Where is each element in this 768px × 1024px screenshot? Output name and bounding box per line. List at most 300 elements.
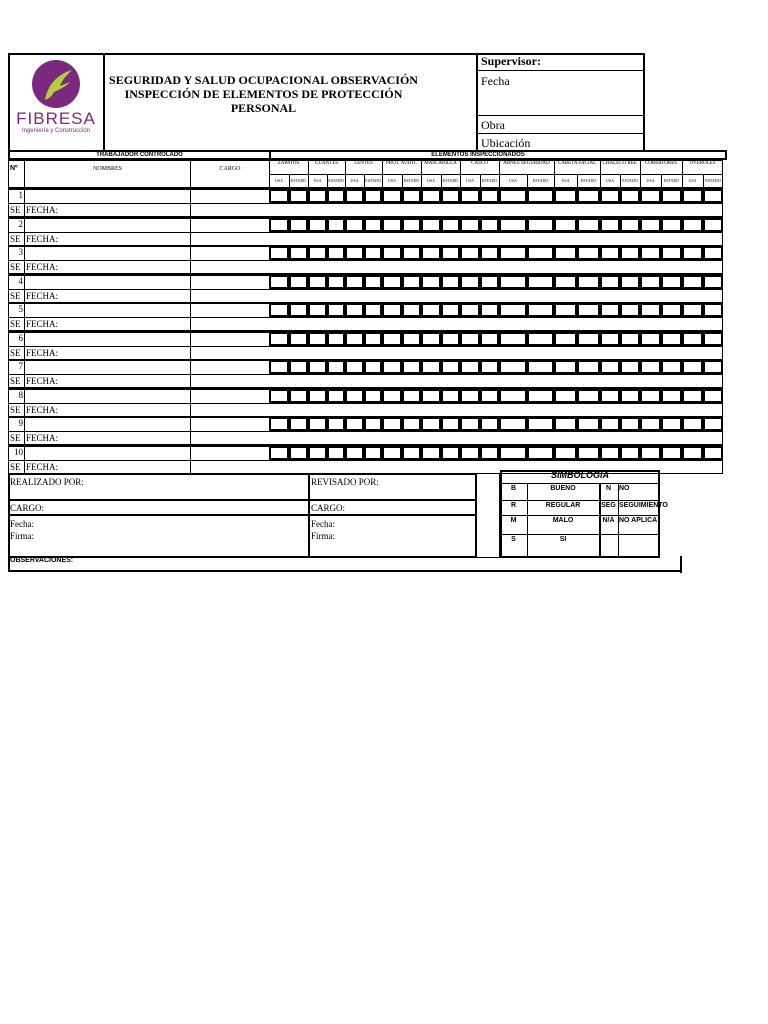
inspection-checkbox[interactable] xyxy=(661,303,682,317)
inspection-checkbox[interactable] xyxy=(441,189,460,203)
inspection-checkbox[interactable] xyxy=(600,389,620,403)
inspection-checkbox[interactable] xyxy=(554,360,577,374)
inspection-checkbox[interactable] xyxy=(703,303,723,317)
inspection-checkbox[interactable] xyxy=(640,218,661,232)
inspection-checkbox[interactable] xyxy=(682,332,703,346)
legend-meaning: REGULAR xyxy=(545,502,581,509)
inspection-checkbox[interactable] xyxy=(441,303,460,317)
row-seg: SE xyxy=(10,433,21,443)
inspection-checkbox[interactable] xyxy=(364,218,382,232)
legend-code2: N xyxy=(605,485,612,492)
row-fecha[interactable]: FECHA: xyxy=(26,433,59,443)
inspection-checkbox[interactable] xyxy=(269,189,289,203)
inspection-checkbox[interactable] xyxy=(600,417,620,431)
inspection-checkbox[interactable] xyxy=(661,275,682,289)
inspection-checkbox[interactable] xyxy=(421,446,441,460)
inspection-checkbox[interactable] xyxy=(269,360,289,374)
inspection-checkbox[interactable] xyxy=(554,332,577,346)
inspection-checkbox[interactable] xyxy=(289,446,308,460)
inspection-checkbox[interactable] xyxy=(402,360,421,374)
row-fecha[interactable]: FECHA: xyxy=(26,319,59,329)
inspection-checkbox[interactable] xyxy=(499,417,527,431)
inspection-checkbox[interactable] xyxy=(460,332,480,346)
row-fecha[interactable]: FECHA: xyxy=(26,262,59,272)
inspection-checkbox[interactable] xyxy=(382,360,402,374)
inspection-checkbox[interactable] xyxy=(327,332,345,346)
inspection-checkbox[interactable] xyxy=(345,275,364,289)
inspection-checkbox[interactable] xyxy=(577,303,600,317)
inspection-checkbox[interactable] xyxy=(402,246,421,260)
row-number: 8 xyxy=(18,389,23,400)
inspection-checkbox[interactable] xyxy=(460,246,480,260)
inspection-checkbox[interactable] xyxy=(327,303,345,317)
inspection-checkbox[interactable] xyxy=(269,275,289,289)
state-subheader: ESTADO xyxy=(580,178,597,183)
inspection-checkbox[interactable] xyxy=(421,189,441,203)
inspection-checkbox[interactable] xyxy=(460,275,480,289)
inspection-checkbox[interactable] xyxy=(421,303,441,317)
inspection-checkbox[interactable] xyxy=(640,417,661,431)
inspection-checkbox[interactable] xyxy=(382,446,402,460)
inspection-checkbox[interactable] xyxy=(460,446,480,460)
state-subheader: ESTADO xyxy=(403,178,420,183)
col-cargo: CARGO xyxy=(219,166,241,172)
element-label: CASCO xyxy=(471,161,488,166)
inspection-checkbox[interactable] xyxy=(527,218,554,232)
inspection-checkbox[interactable] xyxy=(554,303,577,317)
inspection-checkbox[interactable] xyxy=(441,332,460,346)
legend-meaning2: SEGUIMIENTO xyxy=(619,502,668,509)
inspection-checkbox[interactable] xyxy=(577,360,600,374)
inspection-checkbox[interactable] xyxy=(421,417,441,431)
row-fecha[interactable]: FECHA: xyxy=(26,205,59,215)
legend-meaning: MALO xyxy=(552,517,574,524)
inspection-checkbox[interactable] xyxy=(327,275,345,289)
inspection-checkbox[interactable] xyxy=(460,189,480,203)
inspection-checkbox[interactable] xyxy=(441,360,460,374)
inspection-checkbox[interactable] xyxy=(345,332,364,346)
inspection-checkbox[interactable] xyxy=(327,389,345,403)
row-seg: SE xyxy=(10,347,21,358)
inspection-checkbox[interactable] xyxy=(620,360,640,374)
inspection-checkbox[interactable] xyxy=(460,360,480,374)
inspection-checkbox[interactable] xyxy=(269,218,289,232)
inspection-checkbox[interactable] xyxy=(327,189,345,203)
row-number: 1 xyxy=(18,190,23,200)
inspection-checkbox[interactable] xyxy=(308,332,327,346)
legend-code: B xyxy=(510,485,517,492)
inspection-checkbox[interactable] xyxy=(345,218,364,232)
inspection-checkbox[interactable] xyxy=(382,303,402,317)
element-label: CHALECO REF. xyxy=(602,161,638,166)
inspection-checkbox[interactable] xyxy=(421,275,441,289)
inspection-checkbox[interactable] xyxy=(289,189,308,203)
inspection-checkbox[interactable] xyxy=(421,218,441,232)
inspection-checkbox[interactable] xyxy=(620,389,640,403)
inspection-checkbox[interactable] xyxy=(527,246,554,260)
inspection-checkbox[interactable] xyxy=(421,246,441,260)
inspection-checkbox[interactable] xyxy=(527,332,554,346)
inspection-checkbox[interactable] xyxy=(554,189,577,203)
inspection-checkbox[interactable] xyxy=(402,332,421,346)
inspection-checkbox[interactable] xyxy=(364,417,382,431)
inspection-checkbox[interactable] xyxy=(577,218,600,232)
inspection-checkbox[interactable] xyxy=(441,246,460,260)
row-number: 4 xyxy=(18,275,23,286)
legend-meaning2: NO APLICA xyxy=(619,517,658,524)
inspection-checkbox[interactable] xyxy=(269,389,289,403)
inspection-checkbox[interactable] xyxy=(554,275,577,289)
element-label: GUANTES xyxy=(314,161,339,166)
inspection-checkbox[interactable] xyxy=(527,360,554,374)
inspection-checkbox[interactable] xyxy=(308,218,327,232)
inspection-checkbox[interactable] xyxy=(308,189,327,203)
inspection-checkbox[interactable] xyxy=(640,332,661,346)
inspection-checkbox[interactable] xyxy=(480,417,499,431)
inspection-checkbox[interactable] xyxy=(577,417,600,431)
state-subheader: ESTADO xyxy=(705,178,721,183)
inspection-checkbox[interactable] xyxy=(640,303,661,317)
inspection-checkbox[interactable] xyxy=(682,246,703,260)
row-seg: SE xyxy=(10,376,21,386)
cargo1-label: CARGO: xyxy=(10,503,45,513)
inspection-checkbox[interactable] xyxy=(327,218,345,232)
legend-code: S xyxy=(511,536,516,543)
realizado-label: REALIZADO POR: xyxy=(10,477,84,487)
inspection-checkbox[interactable] xyxy=(661,360,682,374)
inspection-checkbox[interactable] xyxy=(421,332,441,346)
inspection-checkbox[interactable] xyxy=(289,275,308,289)
row-number: 6 xyxy=(18,332,23,343)
inspection-checkbox[interactable] xyxy=(499,189,527,203)
inspection-checkbox[interactable] xyxy=(364,446,382,460)
inspection-checkbox[interactable] xyxy=(460,417,480,431)
inspection-checkbox[interactable] xyxy=(661,446,682,460)
fecha-label: Fecha xyxy=(481,74,510,88)
legend-meaning: BUENO xyxy=(550,485,576,492)
inspection-checkbox[interactable] xyxy=(640,189,661,203)
inspection-checkbox[interactable] xyxy=(289,360,308,374)
inspection-checkbox[interactable] xyxy=(620,275,640,289)
inspection-checkbox[interactable] xyxy=(527,389,554,403)
inspection-checkbox[interactable] xyxy=(480,446,499,460)
inspection-checkbox[interactable] xyxy=(327,417,345,431)
use-subheader: USA xyxy=(688,178,697,183)
element-label: OVEROLES xyxy=(689,161,716,166)
row-number: 5 xyxy=(18,304,23,314)
inspection-checkbox[interactable] xyxy=(269,417,289,431)
legend-frame xyxy=(477,473,500,558)
row-seg: SE xyxy=(10,404,21,415)
inspection-checkbox[interactable] xyxy=(499,303,527,317)
inspection-checkbox[interactable] xyxy=(308,417,327,431)
inspection-checkbox[interactable] xyxy=(499,246,527,260)
firma2-label: Firma: xyxy=(311,531,335,541)
element-label: CARETA FACIAL xyxy=(557,161,597,166)
row-fecha[interactable]: FECHA: xyxy=(26,347,59,358)
inspection-checkbox[interactable] xyxy=(577,275,600,289)
inspection-checkbox[interactable] xyxy=(308,389,327,403)
inspection-checkbox[interactable] xyxy=(421,389,441,403)
inspection-checkbox[interactable] xyxy=(382,218,402,232)
inspection-checkbox[interactable] xyxy=(480,189,499,203)
inspection-checkbox[interactable] xyxy=(421,360,441,374)
row-number: 9 xyxy=(18,418,23,428)
inspection-checkbox[interactable] xyxy=(308,446,327,460)
inspection-checkbox[interactable] xyxy=(600,189,620,203)
row-seg: SE xyxy=(10,233,21,244)
inspection-checkbox[interactable] xyxy=(460,218,480,232)
inspection-checkbox[interactable] xyxy=(554,389,577,403)
inspection-checkbox[interactable] xyxy=(703,332,723,346)
state-subheader: ESTADO xyxy=(328,178,344,183)
inspection-checkbox[interactable] xyxy=(577,189,600,203)
inspection-checkbox[interactable] xyxy=(382,189,402,203)
inspection-checkbox[interactable] xyxy=(682,218,703,232)
inspection-checkbox[interactable] xyxy=(527,417,554,431)
inspection-checkbox[interactable] xyxy=(441,417,460,431)
inspection-checkbox[interactable] xyxy=(661,218,682,232)
revisado-label: REVISADO POR: xyxy=(311,477,379,487)
inspection-checkbox[interactable] xyxy=(480,275,499,289)
inspection-checkbox[interactable] xyxy=(269,446,289,460)
inspection-checkbox[interactable] xyxy=(327,360,345,374)
inspection-checkbox[interactable] xyxy=(577,246,600,260)
inspection-checkbox[interactable] xyxy=(269,332,289,346)
use-subheader: USA xyxy=(646,178,655,183)
inspection-checkbox[interactable] xyxy=(480,360,499,374)
inspection-checkbox[interactable] xyxy=(402,218,421,232)
inspection-checkbox[interactable] xyxy=(345,389,364,403)
inspection-checkbox[interactable] xyxy=(402,189,421,203)
use-subheader: USA xyxy=(508,178,517,183)
inspection-checkbox[interactable] xyxy=(703,246,723,260)
inspection-checkbox[interactable] xyxy=(345,303,364,317)
row-seg: SE xyxy=(10,319,21,329)
inspection-checkbox[interactable] xyxy=(499,389,527,403)
inspection-checkbox[interactable] xyxy=(682,446,703,460)
inspection-checkbox[interactable] xyxy=(600,275,620,289)
row-number: 3 xyxy=(18,247,23,257)
inspection-checkbox[interactable] xyxy=(682,389,703,403)
inspection-checkbox[interactable] xyxy=(308,246,327,260)
inspection-checkbox[interactable] xyxy=(289,332,308,346)
state-subheader: ESTADO xyxy=(532,178,549,183)
use-subheader: USA xyxy=(465,178,474,183)
inspection-checkbox[interactable] xyxy=(402,389,421,403)
inspection-checkbox[interactable] xyxy=(600,360,620,374)
inspection-checkbox[interactable] xyxy=(554,446,577,460)
inspection-checkbox[interactable] xyxy=(620,189,640,203)
use-subheader: USA xyxy=(274,178,283,183)
element-label: COBERTORES xyxy=(644,161,678,166)
inspection-checkbox[interactable] xyxy=(345,446,364,460)
inspection-checkbox[interactable] xyxy=(364,275,382,289)
inspection-checkbox[interactable] xyxy=(661,246,682,260)
inspection-checkbox[interactable] xyxy=(480,303,499,317)
inspection-checkbox[interactable] xyxy=(600,332,620,346)
inspection-checkbox[interactable] xyxy=(460,389,480,403)
inspection-checkbox[interactable] xyxy=(402,275,421,289)
inspection-checkbox[interactable] xyxy=(577,332,600,346)
row-fecha[interactable]: FECHA: xyxy=(26,376,59,386)
inspection-checkbox[interactable] xyxy=(620,246,640,260)
row-fecha[interactable]: FECHA: xyxy=(26,404,59,415)
inspection-checkbox[interactable] xyxy=(554,417,577,431)
inspection-checkbox[interactable] xyxy=(499,275,527,289)
row-fecha[interactable]: FECHA: xyxy=(26,233,59,244)
elements-section-title: ELEMENTOS INSPECCIONADOS xyxy=(431,152,525,158)
legend-meaning: SI xyxy=(559,536,567,543)
inspection-checkbox[interactable] xyxy=(289,218,308,232)
inspection-checkbox[interactable] xyxy=(620,303,640,317)
use-subheader: USA xyxy=(387,178,396,183)
observations-box xyxy=(8,556,682,572)
inspection-checkbox[interactable] xyxy=(527,189,554,203)
inspection-checkbox[interactable] xyxy=(600,246,620,260)
inspection-checkbox[interactable] xyxy=(527,303,554,317)
inspection-checkbox[interactable] xyxy=(345,189,364,203)
inspection-checkbox[interactable] xyxy=(703,360,723,374)
inspection-checkbox[interactable] xyxy=(364,246,382,260)
inspection-checkbox[interactable] xyxy=(308,303,327,317)
inspection-checkbox[interactable] xyxy=(499,332,527,346)
inspection-checkbox[interactable] xyxy=(402,417,421,431)
inspection-checkbox[interactable] xyxy=(600,218,620,232)
inspection-checkbox[interactable] xyxy=(441,275,460,289)
inspection-checkbox[interactable] xyxy=(382,275,402,289)
state-subheader: ESTADO xyxy=(365,178,381,183)
obra-label: Obra xyxy=(481,118,505,132)
inspection-checkbox[interactable] xyxy=(289,417,308,431)
inspection-checkbox[interactable] xyxy=(554,246,577,260)
inspection-checkbox[interactable] xyxy=(499,218,527,232)
inspection-checkbox[interactable] xyxy=(554,218,577,232)
inspection-checkbox[interactable] xyxy=(364,332,382,346)
row-number: 7 xyxy=(18,361,23,371)
inspection-checkbox[interactable] xyxy=(308,275,327,289)
inspection-checkbox[interactable] xyxy=(269,303,289,317)
inspection-checkbox[interactable] xyxy=(327,446,345,460)
legend-code2: SEG xyxy=(601,502,616,509)
supervisor-label: Supervisor: xyxy=(481,54,541,68)
inspection-checkbox[interactable] xyxy=(620,332,640,346)
inspection-checkbox[interactable] xyxy=(682,303,703,317)
inspection-checkbox[interactable] xyxy=(289,303,308,317)
legend-code: R xyxy=(510,502,517,509)
inspection-checkbox[interactable] xyxy=(640,275,661,289)
inspection-checkbox[interactable] xyxy=(703,417,723,431)
inspection-checkbox[interactable] xyxy=(441,446,460,460)
inspection-checkbox[interactable] xyxy=(289,246,308,260)
inspection-checkbox[interactable] xyxy=(600,303,620,317)
inspection-checkbox[interactable] xyxy=(703,189,723,203)
inspection-checkbox[interactable] xyxy=(703,218,723,232)
inspection-checkbox[interactable] xyxy=(345,417,364,431)
inspection-checkbox[interactable] xyxy=(661,389,682,403)
inspection-checkbox[interactable] xyxy=(703,275,723,289)
inspection-checkbox[interactable] xyxy=(382,246,402,260)
inspection-checkbox[interactable] xyxy=(527,275,554,289)
inspection-checkbox[interactable] xyxy=(682,417,703,431)
inspection-checkbox[interactable] xyxy=(661,332,682,346)
inspection-checkbox[interactable] xyxy=(640,246,661,260)
col-names: NOMBRES xyxy=(92,166,122,172)
inspection-checkbox[interactable] xyxy=(703,446,723,460)
use-subheader: USA xyxy=(313,178,322,183)
element-label: MASCARILLA xyxy=(424,161,457,166)
inspection-checkbox[interactable] xyxy=(327,246,345,260)
inspection-checkbox[interactable] xyxy=(402,303,421,317)
inspection-checkbox[interactable] xyxy=(661,417,682,431)
row-seg: SE xyxy=(10,461,21,472)
logo-tagline: Ingeniería y Construcción xyxy=(21,128,91,134)
worker-section-title: TRABAJADOR CONTROLADO xyxy=(96,152,183,158)
inspection-checkbox[interactable] xyxy=(527,446,554,460)
cargo2-label: CARGO: xyxy=(311,503,346,513)
inspection-checkbox[interactable] xyxy=(269,246,289,260)
inspection-checkbox[interactable] xyxy=(620,446,640,460)
element-label: ARNÉS SEGURIDAD xyxy=(503,161,550,166)
inspection-checkbox[interactable] xyxy=(682,275,703,289)
inspection-checkbox[interactable] xyxy=(640,360,661,374)
inspection-checkbox[interactable] xyxy=(345,246,364,260)
inspection-checkbox[interactable] xyxy=(480,332,499,346)
col-num: Nº xyxy=(10,165,18,172)
inspection-checkbox[interactable] xyxy=(289,389,308,403)
row-number: 10 xyxy=(14,446,23,457)
inspection-checkbox[interactable] xyxy=(499,446,527,460)
inspection-checkbox[interactable] xyxy=(661,189,682,203)
inspection-checkbox[interactable] xyxy=(441,218,460,232)
inspection-checkbox[interactable] xyxy=(364,303,382,317)
inspection-checkbox[interactable] xyxy=(308,360,327,374)
inspection-checkbox[interactable] xyxy=(364,360,382,374)
inspection-checkbox[interactable] xyxy=(402,446,421,460)
inspection-checkbox[interactable] xyxy=(499,360,527,374)
inspection-checkbox[interactable] xyxy=(620,218,640,232)
inspection-checkbox[interactable] xyxy=(345,360,364,374)
inspection-checkbox[interactable] xyxy=(480,246,499,260)
inspection-checkbox[interactable] xyxy=(640,446,661,460)
state-subheader: ESTADO xyxy=(481,178,498,183)
inspection-checkbox[interactable] xyxy=(364,389,382,403)
inspection-checkbox[interactable] xyxy=(682,360,703,374)
inspection-checkbox[interactable] xyxy=(364,189,382,203)
inspection-checkbox[interactable] xyxy=(382,332,402,346)
inspection-checkbox[interactable] xyxy=(460,303,480,317)
row-fecha[interactable]: FECHA: xyxy=(26,290,59,301)
inspection-checkbox[interactable] xyxy=(682,189,703,203)
inspection-checkbox[interactable] xyxy=(577,446,600,460)
inspection-checkbox[interactable] xyxy=(600,446,620,460)
firma1-label: Firma: xyxy=(10,531,34,541)
row-fecha[interactable]: FECHA: xyxy=(26,461,59,472)
inspection-checkbox[interactable] xyxy=(441,389,460,403)
element-label: LENTES xyxy=(354,161,373,166)
row-number: 2 xyxy=(18,218,23,229)
inspection-checkbox[interactable] xyxy=(640,389,661,403)
inspection-checkbox[interactable] xyxy=(577,389,600,403)
inspection-checkbox[interactable] xyxy=(703,389,723,403)
inspection-checkbox[interactable] xyxy=(480,218,499,232)
inspection-checkbox[interactable] xyxy=(480,389,499,403)
inspection-checkbox[interactable] xyxy=(620,417,640,431)
inspection-checkbox[interactable] xyxy=(382,417,402,431)
inspection-checkbox[interactable] xyxy=(382,389,402,403)
legend-code2: N/A xyxy=(602,517,615,524)
logo-brand: FIBRESA xyxy=(16,109,96,128)
